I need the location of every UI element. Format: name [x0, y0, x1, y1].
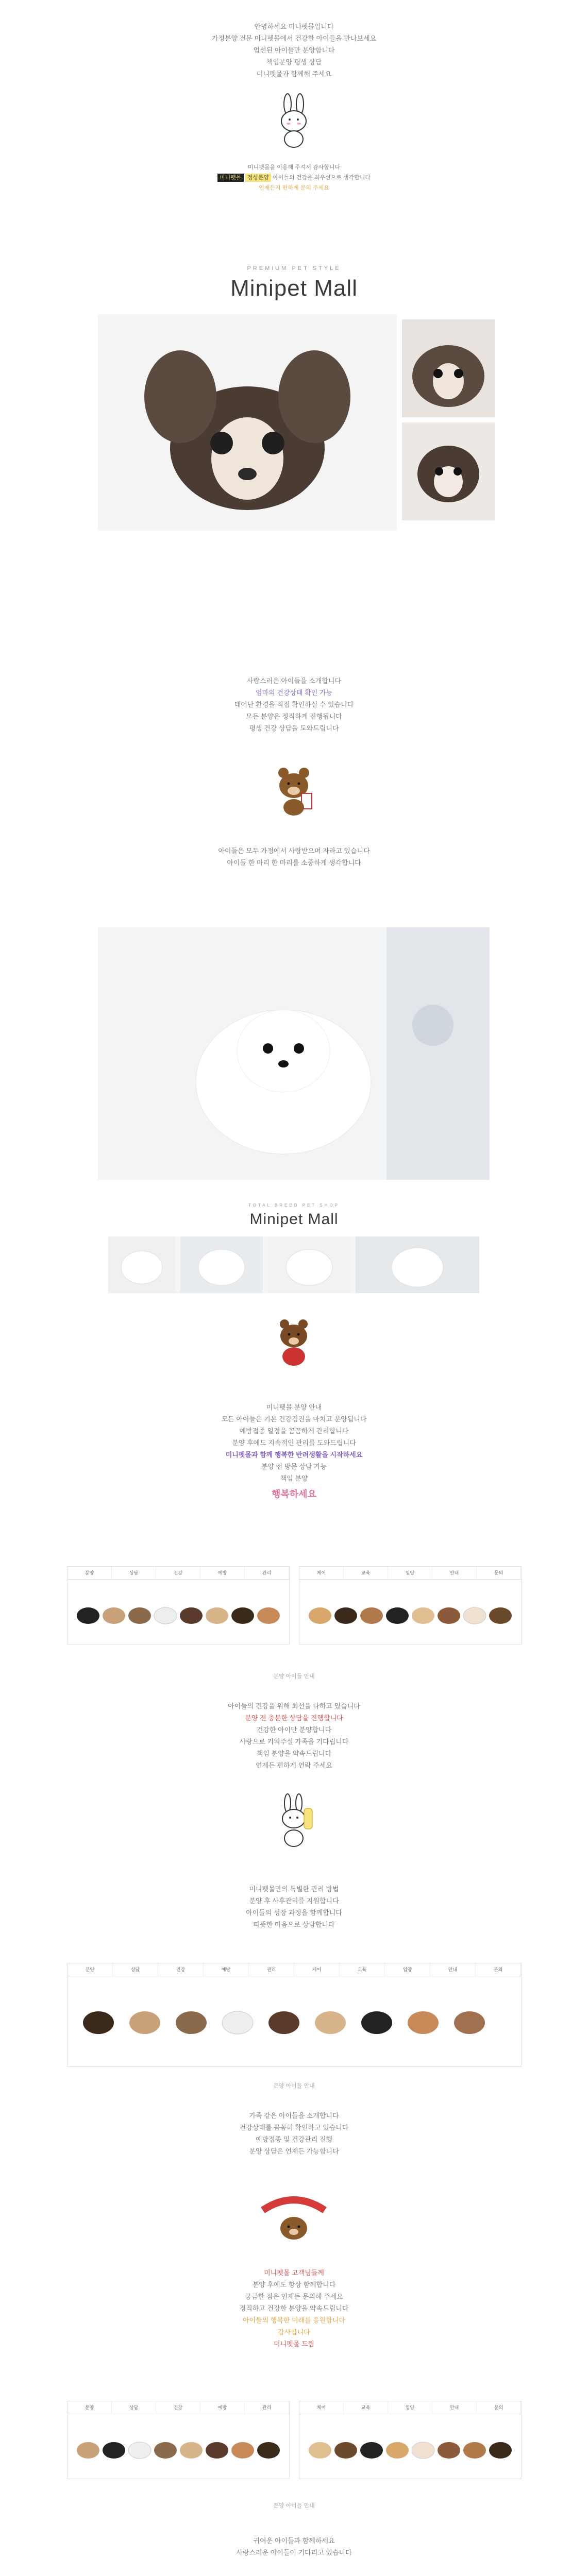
notice-line: 언제든지 편하게 문의 주세요 [259, 185, 329, 191]
puppy-lineup-image [299, 2414, 521, 2478]
care-line: 사랑스러운 아이들이 기다리고 있습니다 [236, 2549, 352, 2556]
letter-line: 정직하고 건강한 분양을 약속드립니다 [239, 2304, 349, 2312]
letter-line: 궁금한 점은 언제든 문의해 주세요 [245, 2293, 343, 2300]
puppy-strip-left [67, 2401, 290, 2479]
strip-header-cell: 예방 [204, 1963, 249, 1976]
side-puppy-photo [402, 319, 495, 417]
strip-header-cell: 분양 [68, 2401, 112, 2414]
strip-header-cell: 문의 [477, 1567, 521, 1579]
care-line: 아이들의 건강을 위해 최선을 다하고 있습니다 [228, 1702, 360, 1710]
letter-line: 아이들의 행복한 미래를 응원합니다 [242, 2316, 346, 2324]
strip-header-cell: 예방 [200, 1567, 245, 1579]
care-line: 언제든 편하게 연락 주세요 [256, 1761, 332, 1769]
strip-header-cell: 관리 [245, 1567, 289, 1579]
care-line: 가족 같은 아이들을 소개합니다 [249, 2112, 339, 2120]
brand-title: Minipet Mall [230, 276, 358, 301]
intro-line: 가정분양 전문 미니펫몰에서 건강한 아이들을 만나보세요 [211, 35, 377, 42]
info-line: 태어난 환경을 직접 확인하실 수 있습니다 [234, 701, 354, 708]
puppy-thumbnail-strip [108, 1236, 479, 1293]
info-line: 아이들 한 마리 한 마리를 소중하게 생각합니다 [227, 859, 361, 867]
care-line: 분양 상담은 언제든 가능합니다 [249, 2147, 339, 2155]
letter-line: 분양 후에도 항상 함께합니다 [252, 2281, 336, 2289]
notice-line: 미니펫몰을 이용해 주셔서 감사합니다 [247, 164, 341, 171]
strip-header-cell: 케어 [294, 1963, 340, 1976]
strip-header-cell: 교육 [344, 1567, 388, 1579]
strip-header-cell: 건강 [156, 2401, 200, 2414]
letter-line: 감사합니다 [278, 2328, 310, 2336]
strip-header-cell: 상담 [112, 1567, 156, 1579]
info-text [0, 845, 588, 869]
guide-line: 미니펫몰 분양 안내 [266, 1403, 322, 1411]
intro-line: 미니펫몰과 함께해 주세요 [256, 70, 332, 78]
guide-line: 책임 분양 [280, 1475, 308, 1482]
letter-line: 미니펫몰 고객님들께 [264, 2269, 324, 2277]
love-banner-character-icon [258, 2190, 330, 2246]
letter-line: 미니펫몰 드림 [274, 2340, 314, 2348]
strip-header-cell: 건강 [158, 1963, 204, 1976]
strip-header-cell: 문의 [477, 2401, 521, 2414]
main-puppy-photo [98, 314, 397, 531]
notice-line: 아이들의 건강을 최우선으로 생각합니다 [273, 175, 371, 181]
care-line: 분양 전 충분한 상담을 진행합니다 [245, 1714, 343, 1722]
bear-character-icon [268, 760, 320, 817]
strip-header-cell: 문의 [476, 1963, 521, 1976]
care-line: 사랑으로 키워주실 가족을 기다립니다 [239, 1738, 349, 1745]
guide-line: 모든 아이들은 기본 건강검진을 마치고 분양됩니다 [221, 1415, 367, 1423]
strip-header-cell: 교육 [340, 1963, 385, 1976]
puppy-lineup-image [68, 1580, 289, 1643]
intro-line: 안녕하세요 미니펫몰입니다 [254, 23, 334, 30]
info-line: 아이들은 모두 가정에서 사랑받으며 자라고 있습니다 [218, 847, 370, 855]
info-line: 모든 분양은 정직하게 진행됩니다 [246, 713, 342, 720]
rabbit-character-icon [268, 93, 320, 149]
intro-line: 엄선된 아이들만 분양합니다 [253, 46, 335, 54]
strip-header-cell: 관리 [245, 2401, 289, 2414]
intro-text [0, 21, 588, 80]
puppy-lineup-image [68, 1976, 521, 2066]
info-line: 엄마의 건강상태 확인 가능 [256, 689, 332, 697]
care-line: 따뜻한 마음으로 상담합니다 [253, 1921, 335, 1928]
info-line: 평생 건강 상담을 도와드립니다 [249, 724, 339, 732]
puppy-strip-wide [67, 1963, 522, 2067]
bear-character-icon [268, 1311, 320, 1368]
care-line: 책임 분양을 약속드립니다 [256, 1750, 332, 1757]
care-line: 분양 후 사후관리를 지원합니다 [249, 1897, 339, 1905]
puppy-strip-right [299, 2401, 522, 2479]
strip-header-cell: 안내 [432, 1567, 477, 1579]
strip-header-cell: 건강 [156, 1567, 200, 1579]
care-line: 아이들의 성장 과정을 함께합니다 [246, 1909, 342, 1917]
brand-title: Minipet Mall [249, 1211, 339, 1228]
strip-header-cell: 상담 [113, 1963, 158, 1976]
care-text [0, 2535, 588, 2558]
letter-text [0, 2267, 588, 2350]
brand-subtitle: PREMIUM PET STYLE [247, 265, 341, 272]
puppy-lineup-image [299, 1580, 521, 1643]
care-line: 귀여운 아이들과 함께하세요 [253, 2537, 335, 2545]
rabbit-character-icon [268, 1793, 320, 1850]
guide-text [0, 1401, 588, 1500]
strip-header-cell: 분양 [68, 1963, 113, 1976]
strip-header-cell: 입양 [388, 1567, 432, 1579]
care-text [0, 1883, 588, 1930]
strip-header-cell: 입양 [385, 1963, 430, 1976]
strip-header-cell: 관리 [249, 1963, 294, 1976]
side-puppy-photo [402, 422, 495, 520]
care-text [0, 2110, 588, 2157]
brand-subtitle: TOTAL BREED PET SHOP [248, 1203, 340, 1208]
info-text [0, 675, 588, 734]
strip-caption: 분양 아이들 안내 [273, 1673, 315, 1680]
care-line: 예방접종 및 건강관리 진행 [256, 2136, 332, 2143]
guide-highlight: 행복하세요 [272, 1489, 316, 1499]
guide-line: 예방접종 일정을 꼼꼼하게 관리합니다 [239, 1427, 349, 1435]
strip-header-cell: 케어 [299, 2401, 344, 2414]
strip-header-cell: 분양 [68, 1567, 112, 1579]
puppy-lineup-image [68, 2414, 289, 2478]
strip-caption: 분양 아이들 안내 [273, 2503, 315, 2509]
strip-header-cell: 입양 [388, 2401, 432, 2414]
strip-header-cell: 안내 [430, 1963, 476, 1976]
guide-line: 분양 후에도 지속적인 관리를 도와드립니다 [232, 1439, 356, 1447]
strip-header-cell: 케어 [299, 1567, 344, 1579]
puppy-strip-left [67, 1566, 290, 1645]
strip-header-cell: 교육 [344, 2401, 388, 2414]
care-line: 건강상태를 꼼꼼히 확인하고 있습니다 [239, 2124, 349, 2131]
guide-line: 미니펫몰과 함께 행복한 반려생활을 시작하세요 [225, 1451, 363, 1459]
notice-block [0, 162, 588, 193]
strip-header-cell: 상담 [112, 2401, 156, 2414]
care-text [0, 1700, 588, 1771]
strip-caption: 분양 아이들 안내 [273, 2083, 315, 2089]
notice-tag: 미니펫몰 [217, 174, 244, 182]
strip-header-cell: 안내 [432, 2401, 477, 2414]
care-line: 건강한 아이만 분양합니다 [256, 1726, 332, 1734]
care-line: 미니펫몰만의 특별한 관리 방법 [249, 1885, 339, 1893]
guide-line: 분양 전 방문 상담 가능 [261, 1463, 327, 1470]
strip-header-cell: 예방 [200, 2401, 245, 2414]
puppy-strip-right [299, 1566, 522, 1645]
intro-line: 책임분양 평생 상담 [266, 58, 322, 66]
info-line: 사랑스러운 아이들을 소개합니다 [246, 677, 342, 685]
notice-tag: 정성분양 [245, 174, 272, 182]
maltese-puppy-photo [98, 927, 490, 1180]
